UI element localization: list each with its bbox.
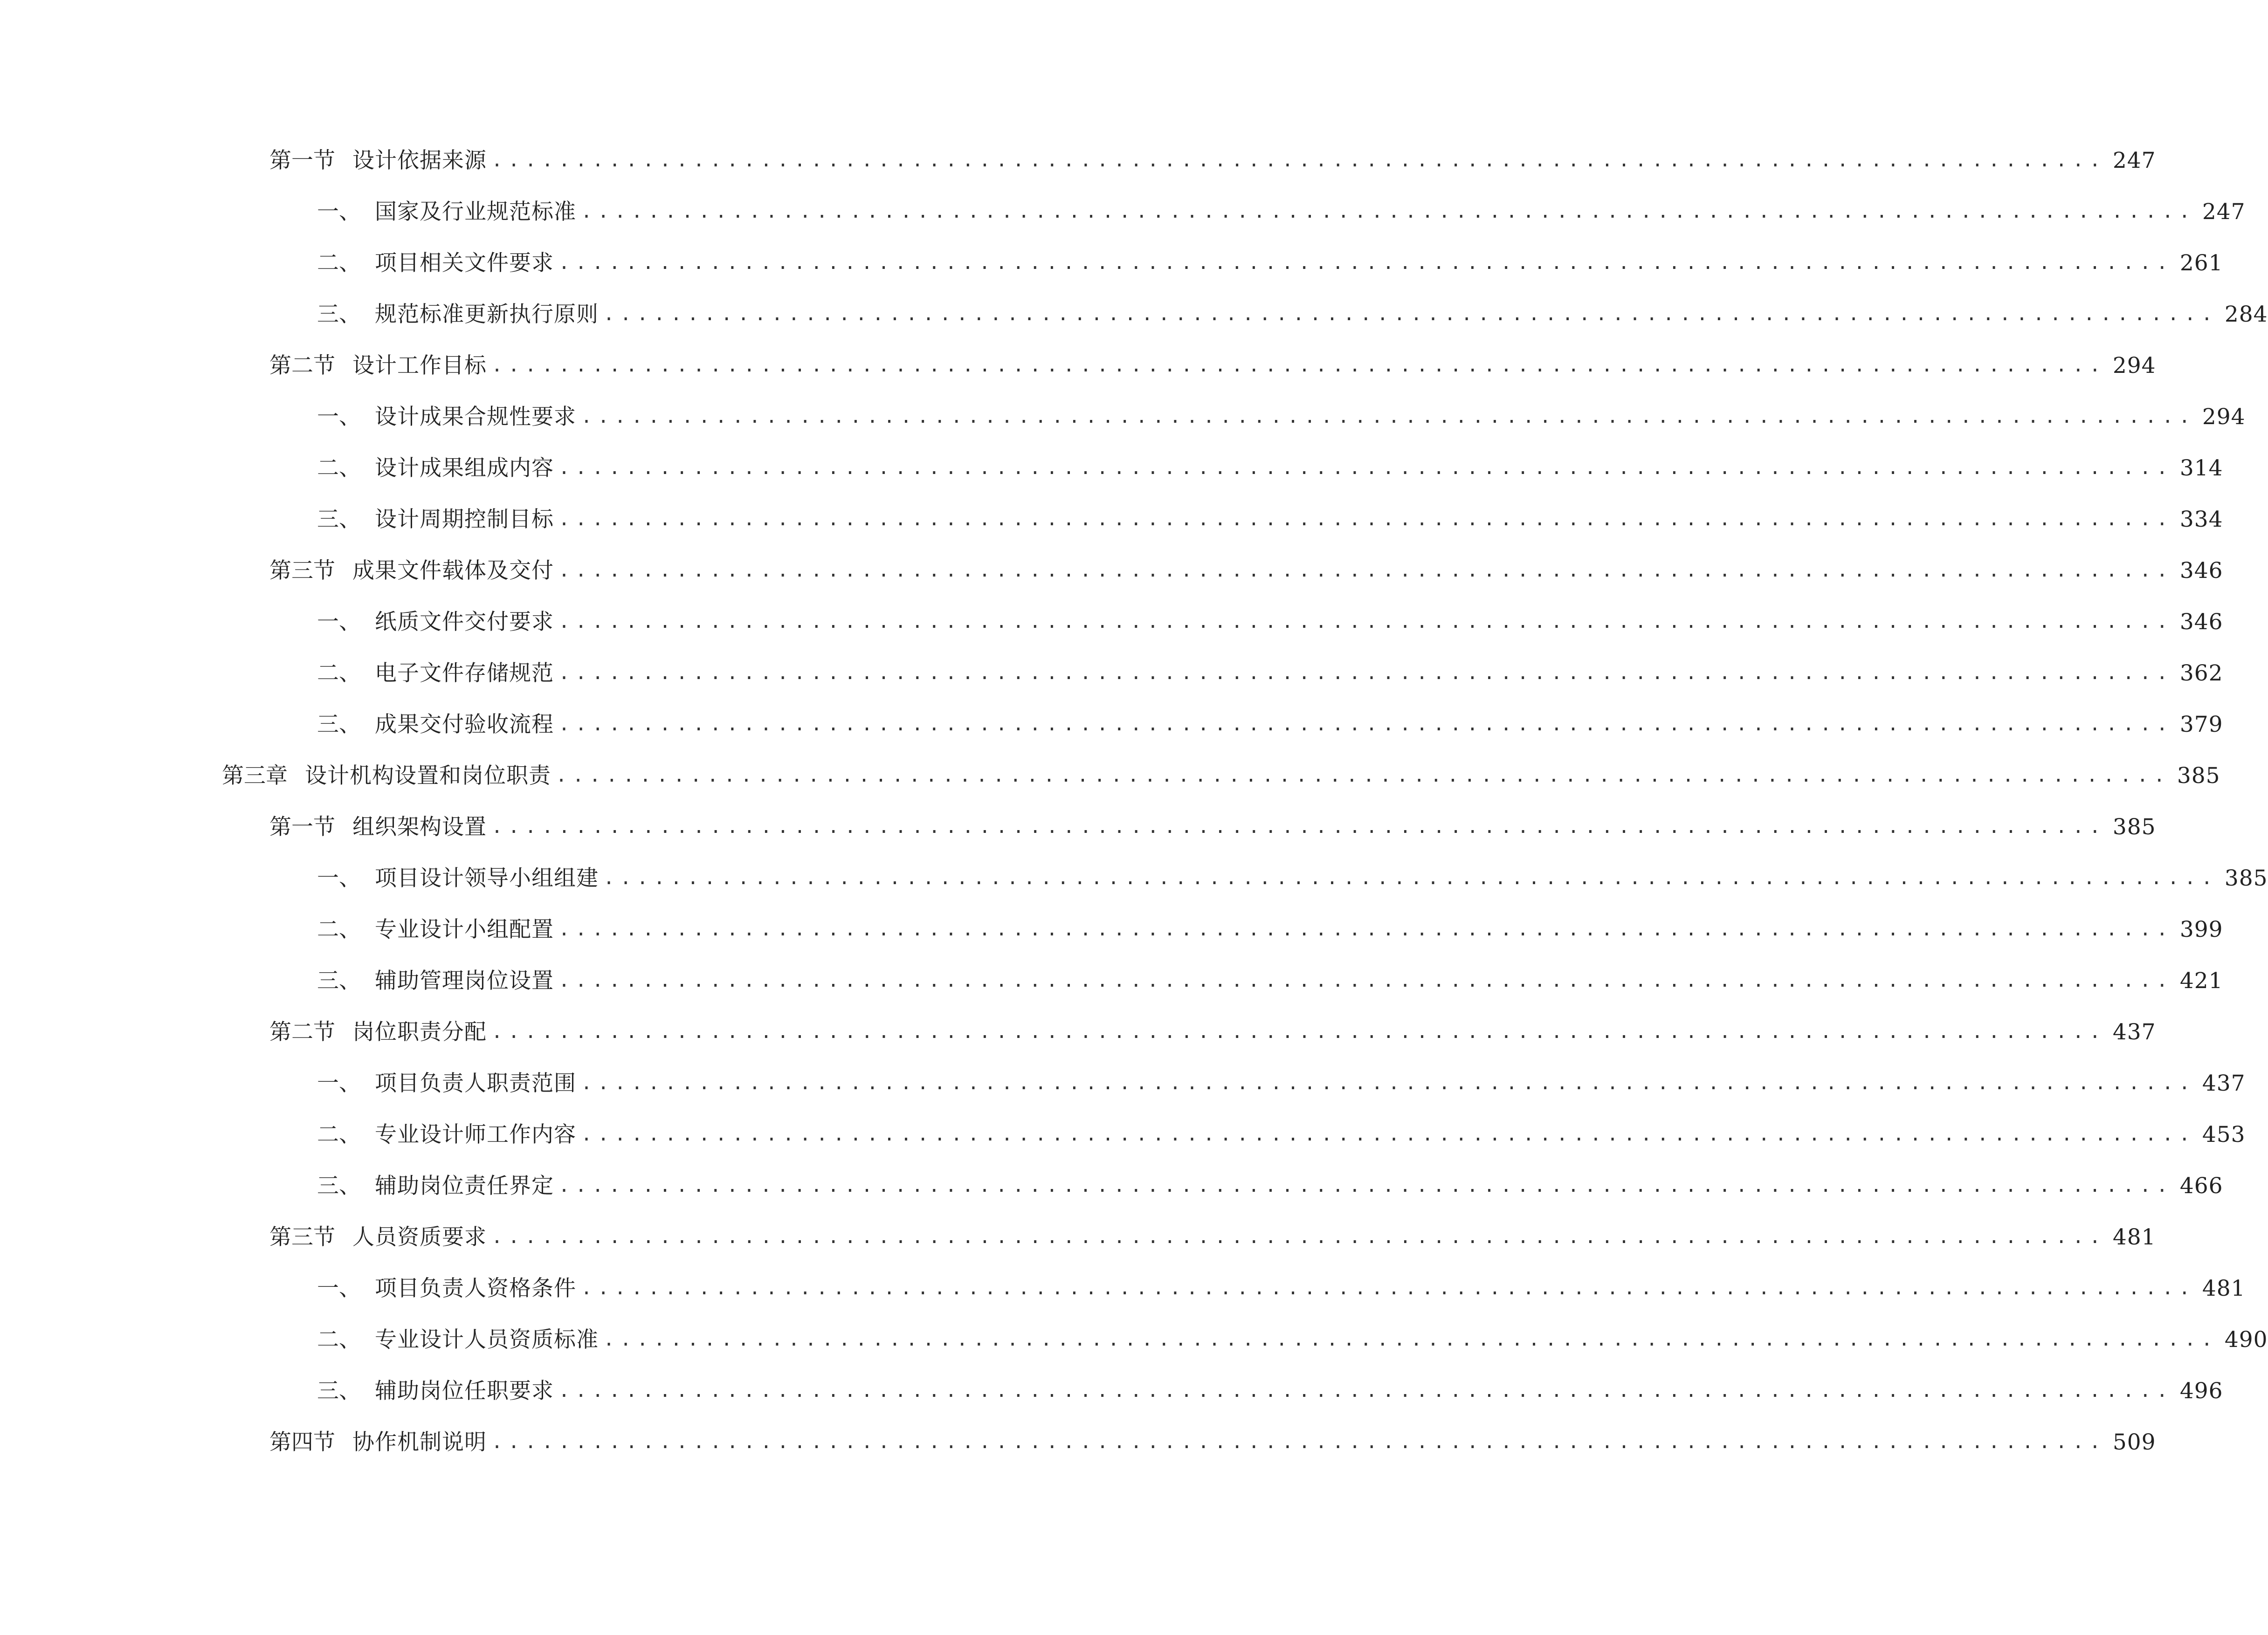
toc-entry-page: 385 (2224, 865, 2268, 891)
toc-entry-title: 项目设计领导小组组建 (375, 865, 599, 891)
toc-entry-title: 电子文件存储规范 (375, 660, 554, 686)
toc-entry[interactable] (0, 1211, 2156, 1263)
toc-dot-leader: ................................................................................................ (558, 714, 2173, 735)
toc-entry-page: 247 (2202, 199, 2246, 225)
toc-entry[interactable] (0, 596, 2223, 647)
toc-entry-title: 项目负责人职责范围 (375, 1070, 576, 1096)
toc-entry-number: 一、 (317, 609, 361, 635)
toc-entry[interactable] (0, 1416, 2156, 1468)
toc-entry-title: 辅助岗位任职要求 (375, 1378, 554, 1404)
toc-entry[interactable] (0, 955, 2223, 1006)
toc-entry-page: 362 (2179, 660, 2223, 686)
toc-entry-page: 481 (2202, 1275, 2246, 1301)
toc-dot-leader: ................................................................................................ (603, 303, 2218, 325)
toc-entry-number: 二、 (317, 250, 361, 276)
toc-entry-number: 三、 (317, 1378, 361, 1404)
toc-dot-leader: ................................................................................................ (491, 355, 2106, 376)
toc-dot-leader: ................................................................................................ (581, 1124, 2196, 1145)
toc-entry[interactable] (0, 494, 2223, 545)
toc-entry-number: 二、 (317, 1326, 361, 1353)
toc-entry[interactable] (0, 1109, 2246, 1160)
toc-entry-number: 第三节 (269, 1224, 335, 1250)
toc-entry-title: 设计机构设置和岗位职责 (305, 763, 551, 789)
toc-dot-leader: ................................................................................................ (558, 560, 2173, 581)
toc-entry-page: 294 (2202, 404, 2246, 430)
toc-entry-page: 346 (2179, 609, 2223, 635)
toc-dot-leader: ................................................................................................ (558, 662, 2173, 684)
toc-entry-title: 项目相关文件要求 (375, 250, 554, 276)
toc-entry-number: 三、 (317, 1173, 361, 1199)
toc-dot-leader: ................................................................................................ (558, 611, 2173, 632)
toc-entry[interactable] (0, 904, 2223, 955)
toc-entry-title: 辅助管理岗位设置 (375, 968, 554, 994)
toc-entry-page: 314 (2179, 455, 2223, 481)
toc-entry-title: 设计成果组成内容 (375, 455, 554, 481)
toc-entry[interactable] (0, 545, 2223, 596)
toc-dot-leader: ................................................................................................ (491, 1431, 2106, 1453)
toc-entry[interactable] (0, 391, 2246, 442)
toc-entry[interactable] (0, 1263, 2246, 1314)
toc-dot-leader: ................................................................................................ (603, 867, 2218, 889)
toc-entry[interactable] (0, 1314, 2268, 1365)
toc-entry-number: 第三章 (222, 763, 288, 789)
toc-entry-page: 294 (2112, 352, 2156, 378)
toc-entry[interactable] (0, 1160, 2223, 1211)
toc-entry-number: 第三节 (269, 557, 335, 584)
toc-dot-leader: ................................................................................................ (581, 1072, 2196, 1094)
toc-entry[interactable] (0, 647, 2223, 699)
toc-entry-number: 一、 (317, 199, 361, 225)
toc-entry-number: 三、 (317, 506, 361, 532)
toc-entry-title: 组织架构设置 (352, 814, 487, 840)
toc-entry-title: 辅助岗位责任界定 (375, 1173, 554, 1199)
toc-dot-leader: ................................................................................................ (558, 919, 2173, 940)
toc-dot-leader: ................................................................................................ (491, 1021, 2106, 1043)
toc-entry-number: 二、 (317, 660, 361, 686)
toc-entry-page: 261 (2179, 250, 2223, 276)
toc-entry-number: 二、 (317, 916, 361, 942)
toc-dot-leader: ................................................................................................ (558, 252, 2173, 274)
toc-entry[interactable] (0, 1006, 2156, 1058)
toc-entry-title: 专业设计小组配置 (375, 916, 554, 942)
toc-entry[interactable] (0, 186, 2246, 237)
toc-entry[interactable] (0, 801, 2156, 852)
toc-entry-title: 设计成果合规性要求 (375, 404, 576, 430)
toc-dot-leader: ................................................................................................ (581, 201, 2196, 222)
toc-entry-number: 第二节 (269, 352, 335, 378)
toc-entry-page: 399 (2179, 916, 2223, 942)
table-of-contents (0, 135, 2268, 1468)
toc-dot-leader: ................................................................................................ (558, 970, 2173, 991)
toc-entry-title: 成果文件载体及交付 (352, 557, 554, 584)
toc-entry[interactable] (0, 289, 2268, 340)
toc-entry-title: 规范标准更新执行原则 (375, 301, 599, 327)
toc-entry-number: 三、 (317, 301, 361, 327)
toc-dot-leader: ................................................................................................ (491, 1226, 2106, 1248)
toc-dot-leader: ................................................................................................ (558, 1175, 2173, 1196)
toc-entry-page: 453 (2202, 1121, 2246, 1147)
toc-entry-title: 人员资质要求 (352, 1224, 487, 1250)
toc-entry-page: 247 (2112, 147, 2156, 173)
toc-entry-number: 一、 (317, 1275, 361, 1301)
toc-entry[interactable] (0, 340, 2156, 391)
toc-entry-number: 二、 (317, 1121, 361, 1147)
toc-entry-title: 设计工作目标 (352, 352, 487, 378)
toc-entry[interactable] (0, 237, 2223, 289)
toc-entry-title: 成果交付验收流程 (375, 711, 554, 737)
toc-dot-leader: ................................................................................................ (491, 816, 2106, 838)
toc-entry-title: 协作机制说明 (352, 1429, 487, 1455)
toc-entry[interactable] (0, 135, 2156, 186)
toc-entry-page: 284 (2224, 301, 2268, 327)
toc-dot-leader: ................................................................................................ (558, 457, 2173, 479)
toc-dot-leader: ................................................................................................ (581, 406, 2196, 427)
toc-entry-number: 第一节 (269, 147, 335, 173)
toc-entry[interactable] (0, 1365, 2223, 1416)
toc-dot-leader: ................................................................................................ (603, 1329, 2218, 1350)
toc-entry[interactable] (0, 1058, 2246, 1109)
toc-entry-number: 三、 (317, 968, 361, 994)
toc-entry-page: 421 (2179, 968, 2223, 994)
toc-entry-number: 第四节 (269, 1429, 335, 1455)
toc-entry-page: 346 (2179, 557, 2223, 584)
toc-entry-number: 三、 (317, 711, 361, 737)
toc-entry-page: 509 (2112, 1429, 2156, 1455)
toc-entry[interactable] (0, 442, 2223, 494)
toc-entry-page: 490 (2224, 1326, 2268, 1353)
toc-dot-leader: ................................................................................................ (581, 1278, 2196, 1299)
toc-entry-page: 481 (2112, 1224, 2156, 1250)
toc-entry-title: 纸质文件交付要求 (375, 609, 554, 635)
toc-entry-title: 国家及行业规范标准 (375, 199, 576, 225)
toc-entry-page: 385 (2177, 763, 2220, 789)
toc-entry-title: 设计周期控制目标 (375, 506, 554, 532)
toc-entry-title: 设计依据来源 (352, 147, 487, 173)
toc-entry-title: 专业设计师工作内容 (375, 1121, 576, 1147)
toc-dot-leader: ................................................................................................ (556, 765, 2171, 786)
toc-entry-number: 第一节 (269, 814, 335, 840)
toc-entry-title: 岗位职责分配 (352, 1019, 487, 1045)
toc-entry-number: 一、 (317, 865, 361, 891)
toc-entry-page: 496 (2179, 1378, 2223, 1404)
toc-entry-page: 437 (2202, 1070, 2246, 1096)
toc-entry-number: 二、 (317, 455, 361, 481)
toc-entry-page: 437 (2112, 1019, 2156, 1045)
toc-entry-page: 379 (2179, 711, 2223, 737)
toc-dot-leader: ................................................................................................ (558, 1380, 2173, 1401)
toc-entry-number: 第二节 (269, 1019, 335, 1045)
toc-entry-page: 334 (2179, 506, 2223, 532)
toc-entry[interactable] (0, 750, 2220, 801)
toc-entry-number: 一、 (317, 1070, 361, 1096)
toc-entry-title: 专业设计人员资质标准 (375, 1326, 599, 1353)
toc-entry[interactable] (0, 852, 2268, 904)
toc-entry[interactable] (0, 699, 2223, 750)
toc-entry-page: 385 (2112, 814, 2156, 840)
toc-dot-leader: ................................................................................................ (558, 508, 2173, 530)
toc-entry-title: 项目负责人资格条件 (375, 1275, 576, 1301)
toc-entry-number: 一、 (317, 404, 361, 430)
toc-entry-page: 466 (2179, 1173, 2223, 1199)
toc-dot-leader: ................................................................................................ (491, 150, 2106, 171)
